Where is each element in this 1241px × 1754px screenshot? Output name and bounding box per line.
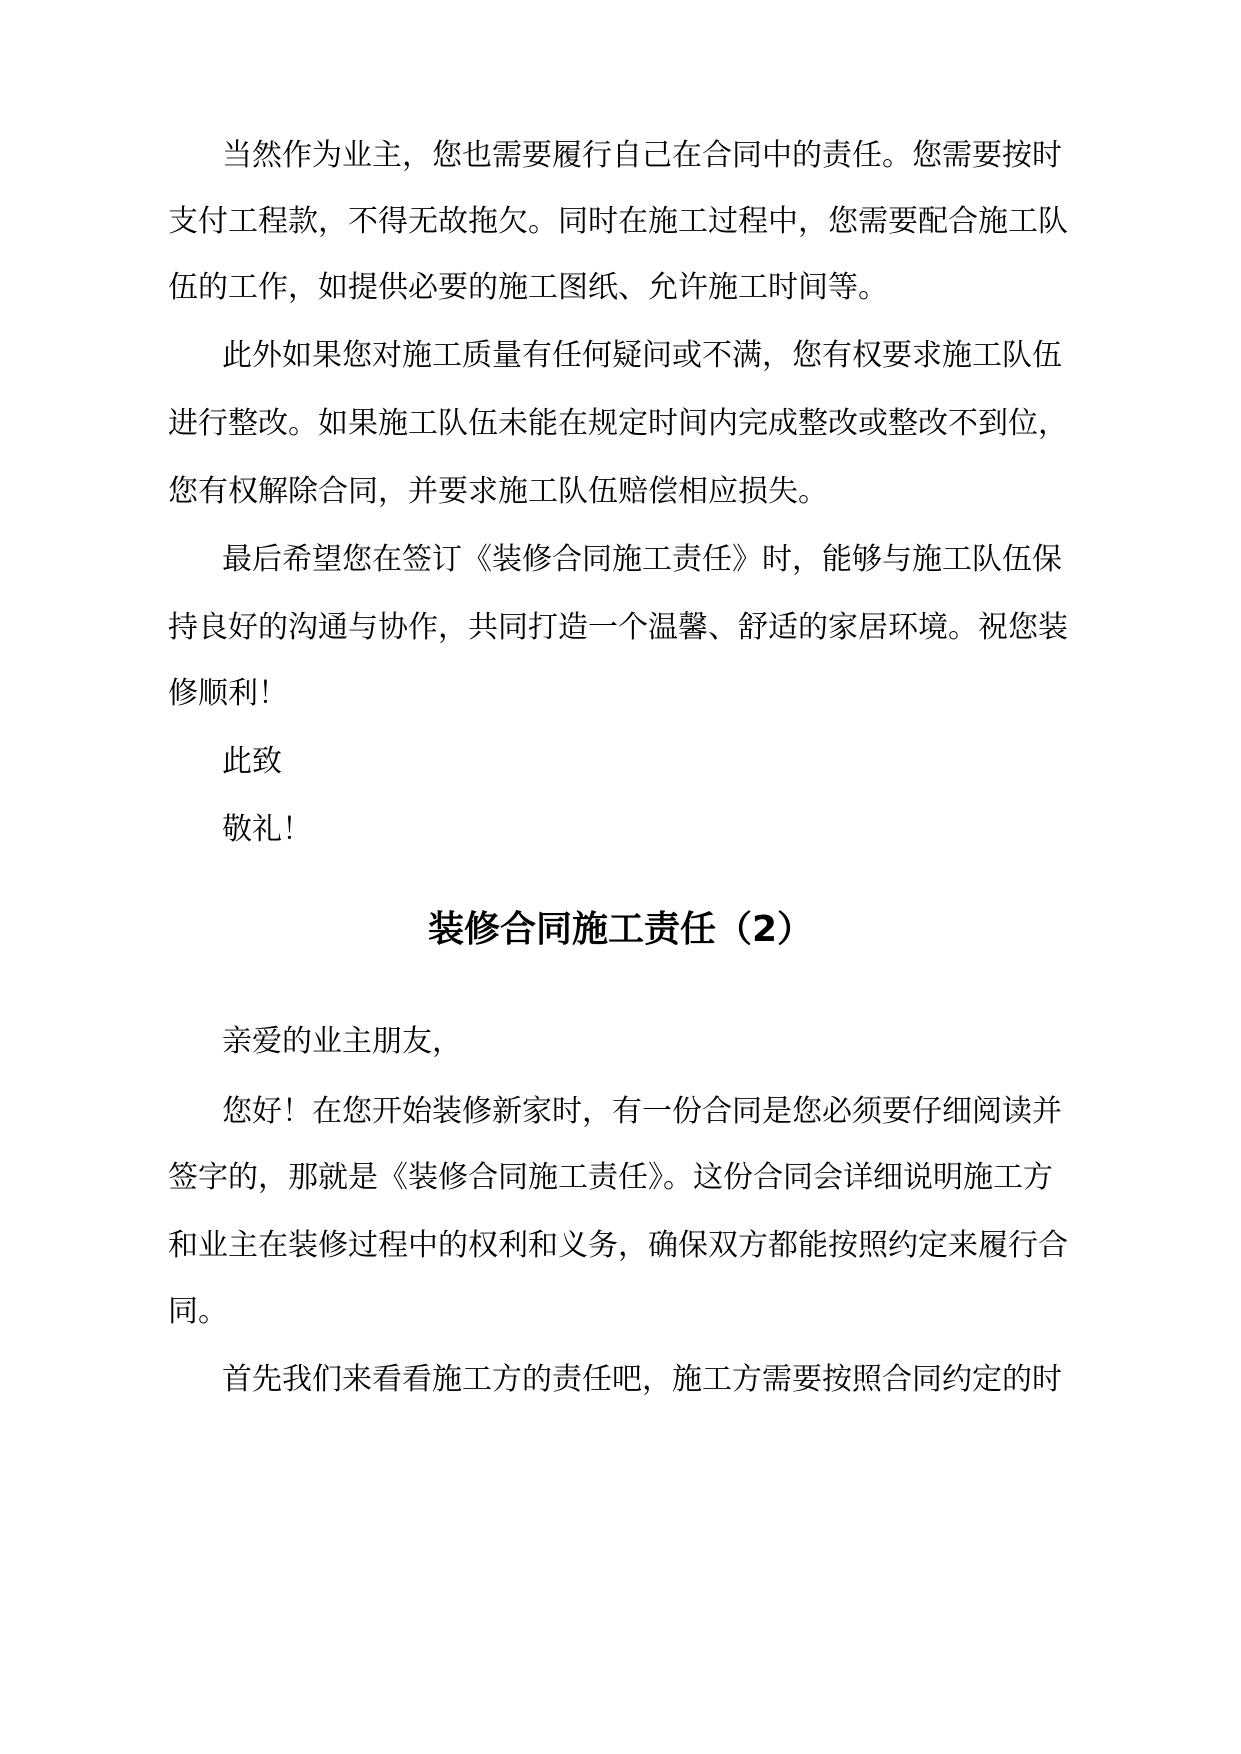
text-line: 和业主在装修过程中的权利和义务，确保双方都能按照约定来履行合 [168,1228,1068,1263]
text-line: 当然作为业主，您也需要履行自己在合同中的责任。您需要按时 [222,138,1062,173]
text-line: 伍的工作，如提供必要的施工图纸、允许施工时间等。 [168,270,888,305]
text-line: 最后希望您在签订《装修合同施工责任》时，能够与施工队伍保 [222,542,1062,577]
text-line: 此致 [222,744,282,779]
text-line: 修顺利！ [168,676,288,711]
text-line: 签字的，那就是《装修合同施工责任》。这份合同会详细说明施工方 [168,1160,1053,1195]
text-line: 亲爱的业主朋友， [222,1024,462,1059]
section-title: 装修合同施工责任（2） [427,909,814,950]
text-line: 您好！在您开始装修新家时，有一份合同是您必须要仔细阅读并 [222,1094,1062,1129]
text-line: 进行整改。如果施工队伍未能在规定时间内完成整改或整改不到位， [168,406,1068,441]
text-line: 首先我们来看看施工方的责任吧，施工方需要按照合同约定的时 [222,1362,1062,1397]
text-line: 此外如果您对施工质量有任何疑问或不满，您有权要求施工队伍 [222,338,1062,373]
text-line: 支付工程款，不得无故拖欠。同时在施工过程中，您需要配合施工队 [168,204,1068,239]
text-line: 持良好的沟通与协作，共同打造一个温馨、舒适的家居环境。祝您装 [168,610,1068,645]
text-line: 同。 [168,1294,228,1329]
text-line: 敬礼！ [222,812,312,847]
text-line: 您有权解除合同，并要求施工队伍赔偿相应损失。 [168,474,828,509]
